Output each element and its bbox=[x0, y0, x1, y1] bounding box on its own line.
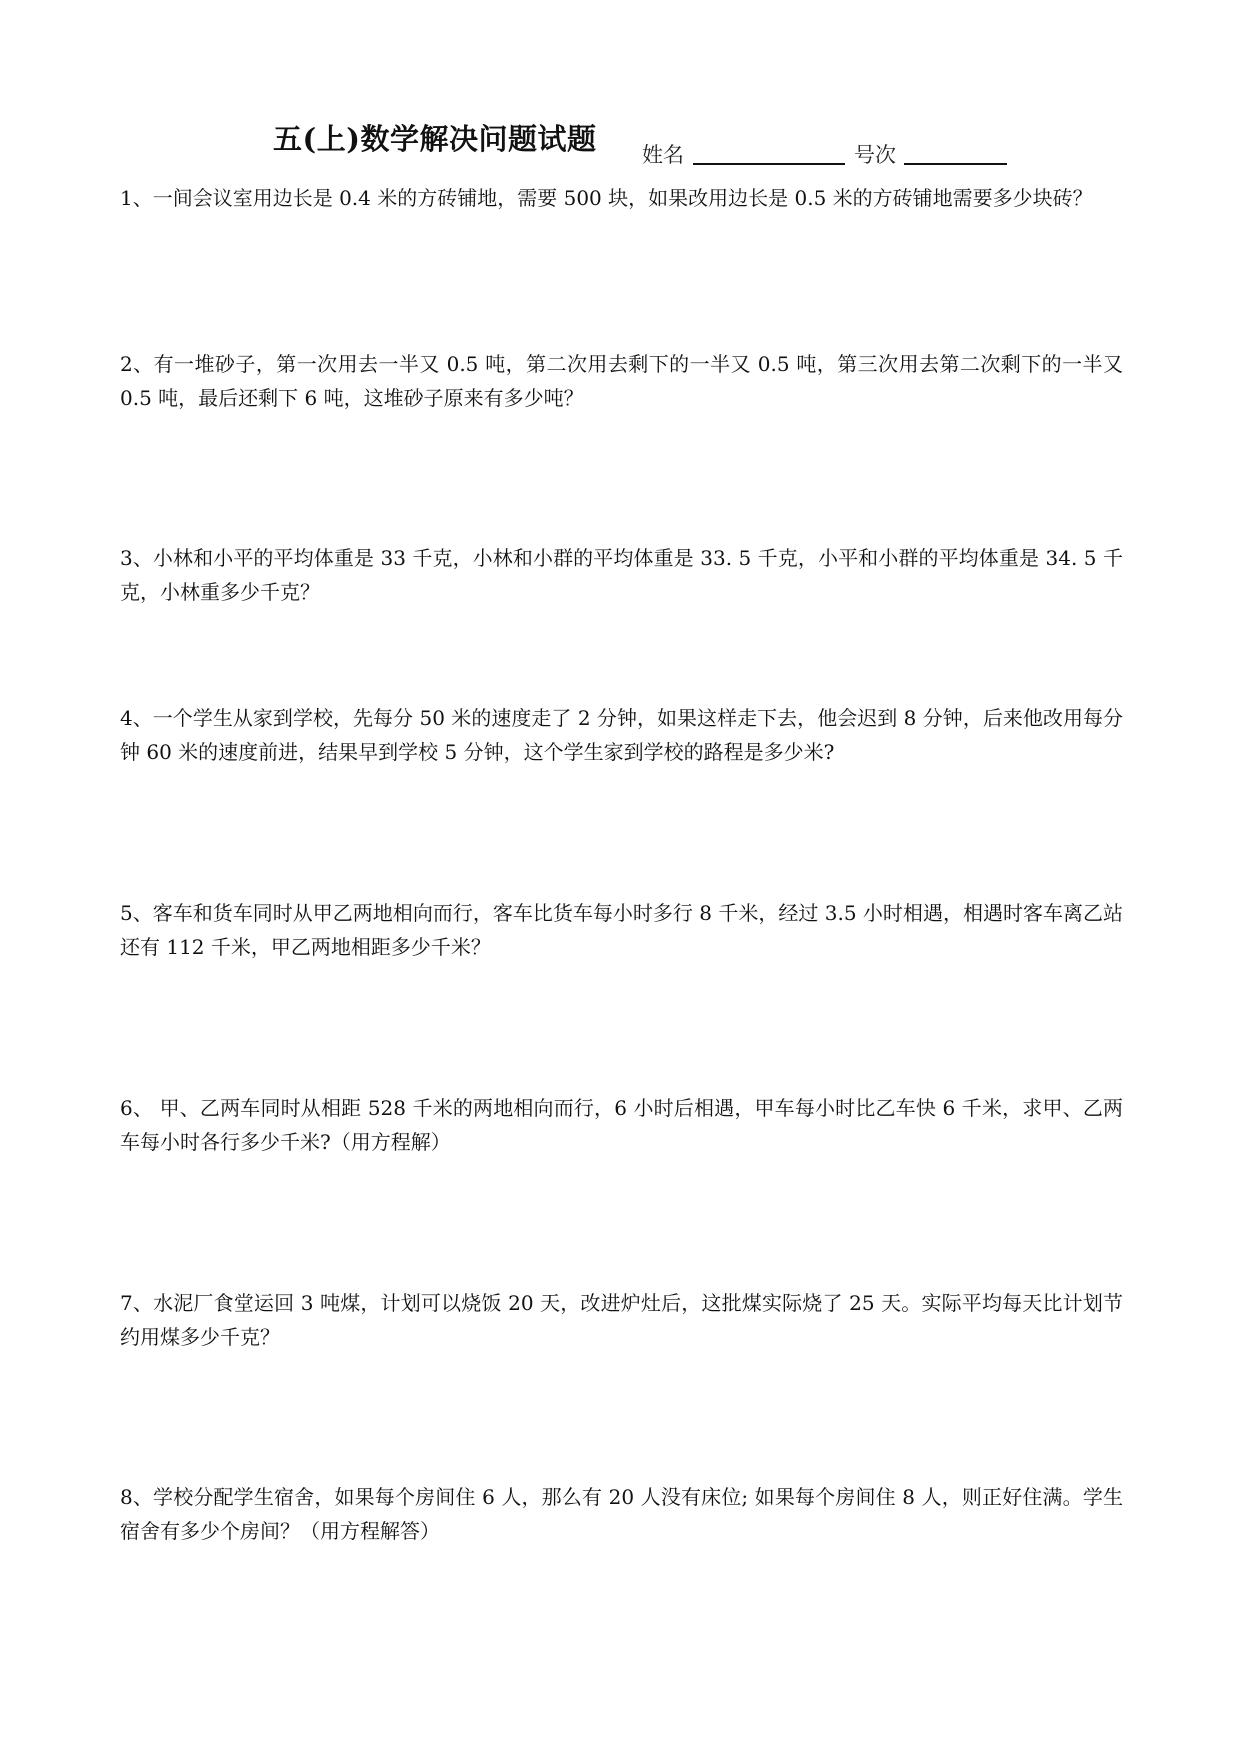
name-blank-line bbox=[693, 163, 845, 165]
question-7: 7、水泥厂食堂运回 3 吨煤，计划可以烧饭 20 天，改进炉灶后，这批煤实际烧了 25 天。实际平均每天比计划节约用煤多少千克？ bbox=[120, 1291, 1123, 1349]
number-label: 号次 bbox=[854, 143, 896, 167]
question-2: 2、有一堆砂子，第一次用去一半又 0.5 吨，第二次用去剩下的一半又 0.5 吨，第三次用去第二次剩下的一半又 0.5 吨，最后还剩下 6 吨，这堆砂子原来有多少吨？ bbox=[120, 352, 1123, 410]
question-1: 1、一间会议室用边长是 0.4 米的方砖铺地，需要 500 块，如果改用边长是 0.5 米的方砖铺地需要多少块砖？ bbox=[120, 186, 1093, 210]
question-8: 8、学校分配学生宿舍，如果每个房间住 6 人，那么有 20 人没有床位; 如果每个房间住 8 人，则正好住满。学生宿舍有多少个房间？（用方程解答） bbox=[120, 1485, 1123, 1543]
question-3: 3、小林和小平的平均体重是 33 千克，小林和小群的平均体重是 33. 5 千克，小平和小群的平均体重是 34. 5 千克，小林重多少千克？ bbox=[120, 546, 1123, 604]
worksheet-header bbox=[0, 117, 1241, 167]
question-5: 5、客车和货车同时从甲乙两地相向而行，客车比货车每小时多行 8 千米，经过 3.5 小时相遇，相遇时客车离乙站还有 112 千米，甲乙两地相距多少千米？ bbox=[120, 901, 1123, 959]
question-6: 6、 甲、乙两车同时从相距 528 千米的两地相向而行，6 小时后相遇，甲车每小时比乙车快 6 千米，求甲、乙两车每小时各行多少千米?（用方程解） bbox=[120, 1096, 1123, 1154]
number-blank-line bbox=[904, 163, 1007, 165]
name-label: 姓名 bbox=[642, 143, 684, 167]
worksheet-title: 五(上)数学解决问题试题 bbox=[273, 122, 597, 156]
question-4: 4、一个学生从家到学校，先每分 50 米的速度走了 2 分钟，如果这样走下去，他会迟到 8 分钟，后来他改用每分钟 60 米的速度前进，结果早到学校 5 分钟，这个学生家到学校的路程是多少米? bbox=[120, 706, 1123, 764]
